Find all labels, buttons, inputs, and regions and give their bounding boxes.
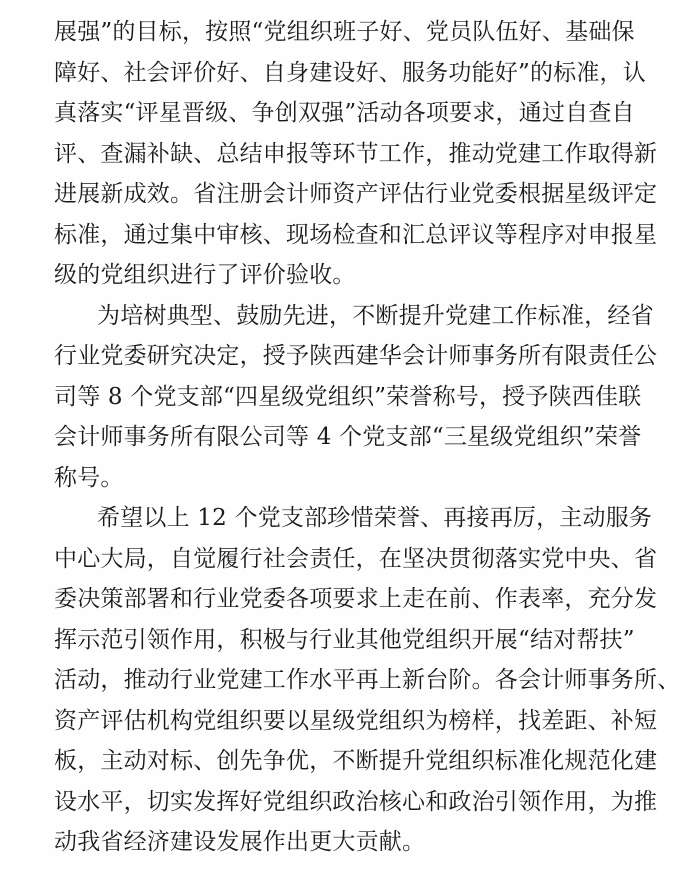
paragraph-line: 中心大局，自觉履行社会责任，在坚决贯彻落实党中央、省 (54, 546, 658, 572)
paragraph-line: 进展新成效。省注册会计师资产评估行业党委根据星级评定 (54, 181, 658, 207)
paragraph-line: 动我省经济建设发展作出更大贡献。 (54, 829, 426, 855)
paragraph-line: 称号。 (54, 465, 124, 491)
paragraph-line: 挥示范引领作用，积极与行业其他党组织开展“结对帮扶” (54, 627, 635, 653)
paragraph-line: 障好、社会评价好、自身建设好、服务功能好”的标准，认 (54, 60, 646, 86)
paragraph-line: 级的党组织进行了评价验收。 (54, 262, 356, 288)
paragraph-line: 评、查漏补缺、总结申报等环节工作，推动党建工作取得新 (54, 141, 658, 167)
paragraph-line: 展强”的目标，按照“党组织班子好、党员队伍好、基础保 (54, 19, 635, 45)
paragraph-line: 委决策部署和行业党委各项要求上走在前、作表率，充分发 (54, 586, 658, 612)
paragraph-line: 会计师事务所有限公司等 4 个党支部“三星级党组织”荣誉 (54, 424, 642, 450)
paragraph-line: 板，主动对标、创先争优，不断提升党组织标准化规范化建 (54, 748, 658, 774)
paragraph-line: 资产评估机构党组织要以星级党组织为榜样，找差距、补短 (54, 708, 658, 734)
paragraph-line: 希望以上 12 个党支部珍惜荣誉、再接再厉，主动服务 (97, 505, 653, 531)
paragraph-line: 行业党委研究决定，授予陕西建华会计师事务所有限责任公 (54, 343, 658, 369)
paragraph-line: 设水平，切实发挥好党组织政治核心和政治引领作用，为推 (54, 789, 658, 815)
paragraph-line: 真落实“评星晋级、争创双强”活动各项要求，通过自查自 (54, 100, 635, 126)
paragraph-line: 司等 8 个党支部“四星级党组织”荣誉称号，授予陕西佳联 (54, 384, 642, 410)
paragraph-line: 标准，通过集中审核、现场检查和汇总评议等程序对申报星 (54, 222, 658, 248)
paragraph-line: 为培树典型、鼓励先进，不断提升党建工作标准，经省 (97, 303, 654, 329)
paragraph-line: 活动，推动行业党建工作水平再上新台阶。各会计师事务所、 (54, 667, 680, 693)
